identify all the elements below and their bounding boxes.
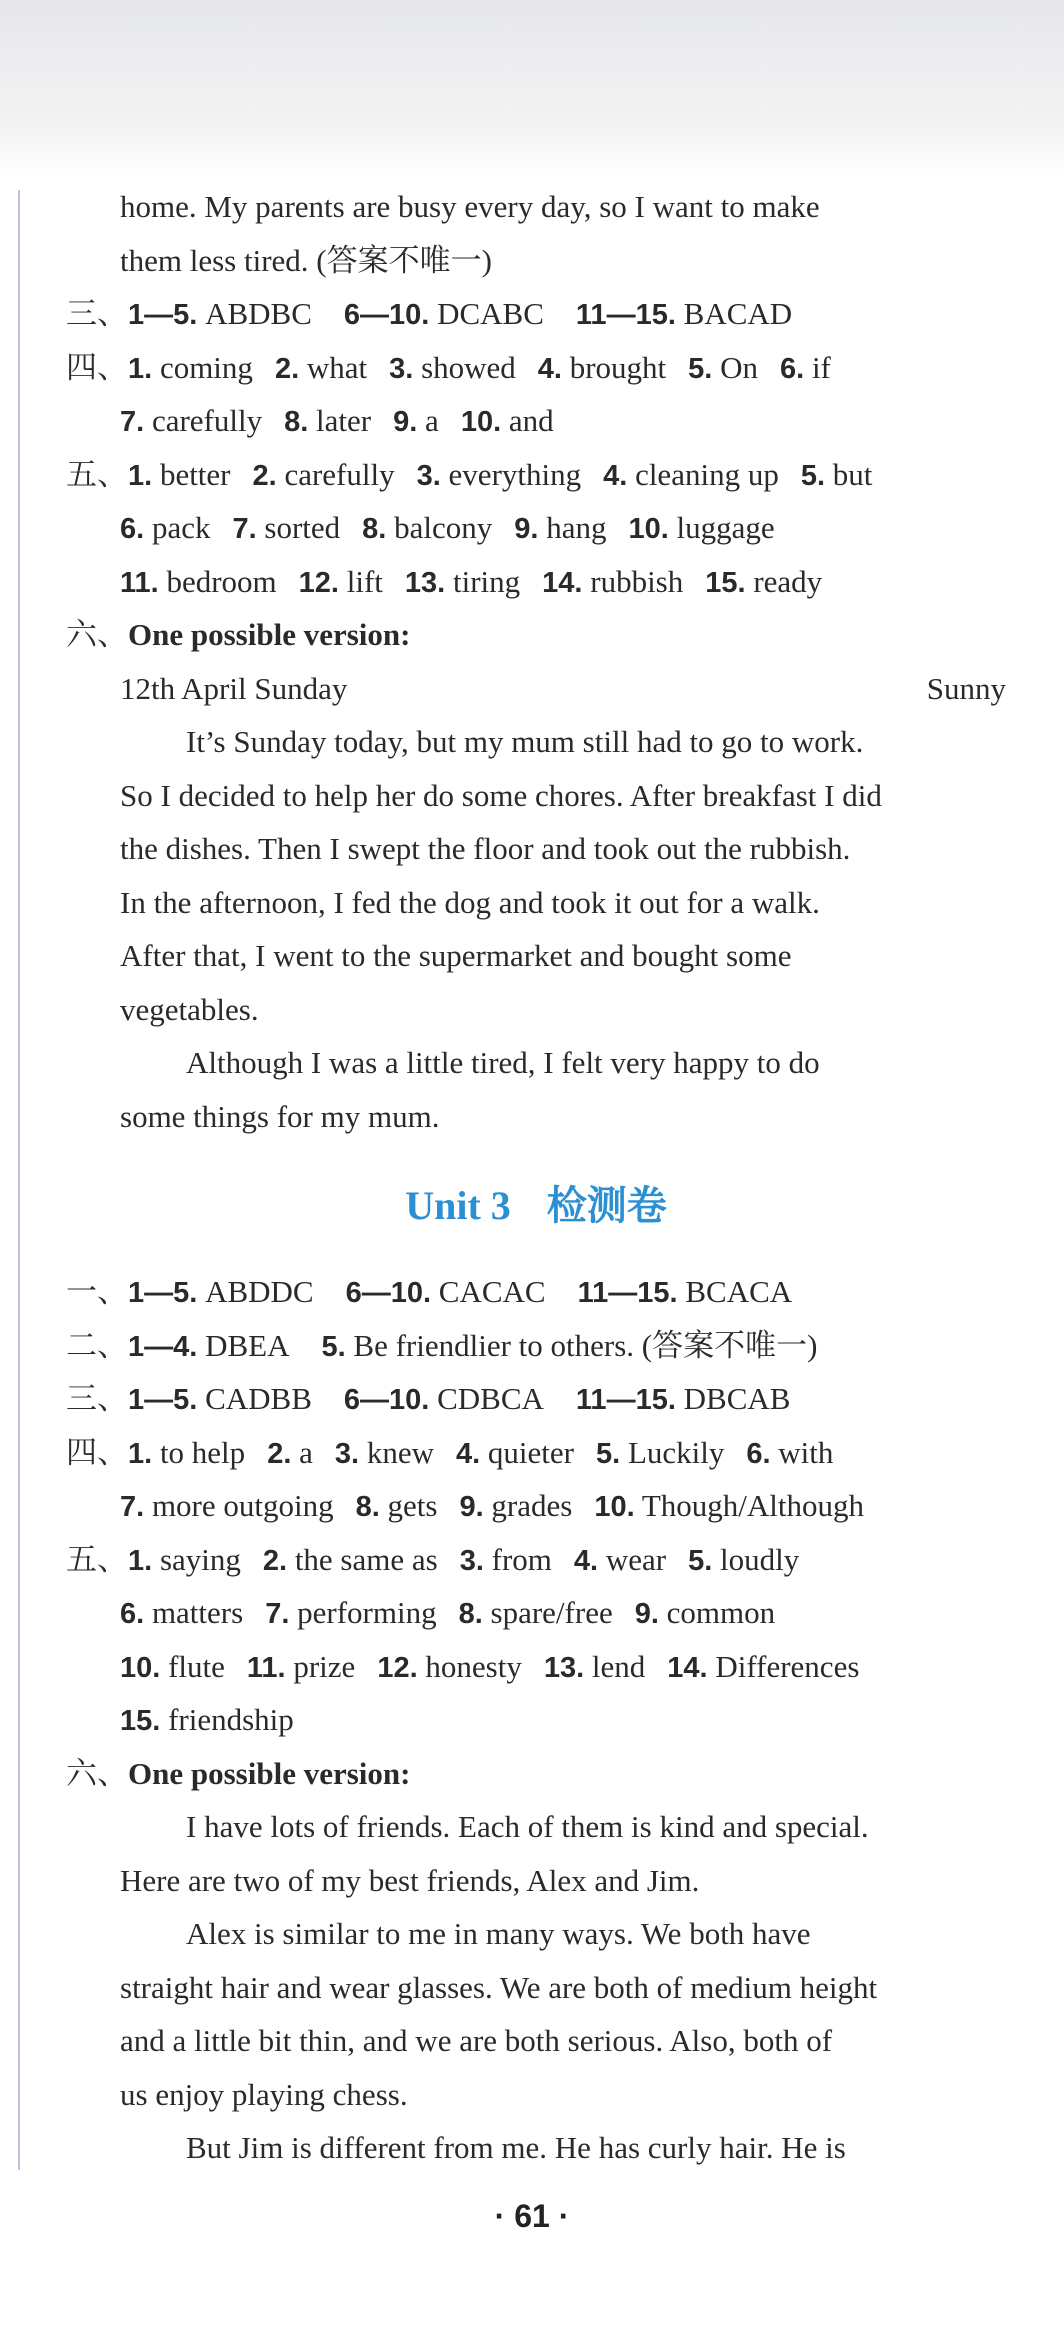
answer: On	[720, 349, 758, 385]
answer-page	[66, 180, 1006, 2175]
answer: quieter	[487, 1434, 574, 1470]
answer: from	[491, 1541, 552, 1577]
essay-line: home. My parents are busy every day, so I want to make	[120, 189, 820, 224]
answer: friendship	[168, 1702, 294, 1737]
answer: gets	[387, 1488, 438, 1523]
unit3-section-6-heading	[66, 1747, 1006, 1801]
answer: spare/free	[490, 1595, 613, 1630]
answer: prize	[293, 1648, 356, 1684]
item-number: 4.	[573, 1544, 599, 1577]
answer: saying	[159, 1541, 241, 1577]
unit3-section-4-answers-cont	[66, 1479, 1006, 1533]
item-number: 1.	[128, 352, 153, 385]
section-5-answers	[66, 448, 1006, 502]
answer: coming	[159, 349, 253, 385]
section-5-answers-cont	[66, 555, 1006, 609]
answer: a	[425, 403, 439, 438]
essay-line: straight hair and wear glasses. We are both of medium height	[120, 1969, 878, 2005]
answer: DBCAB	[683, 1381, 791, 1416]
answer: matters	[151, 1595, 244, 1630]
answer: ready	[753, 563, 823, 599]
diary-weather: Sunny	[926, 670, 1006, 706]
answer: Though/Although	[641, 1488, 865, 1523]
item-number: 2.	[262, 1544, 288, 1577]
essay-line: vegetables.	[120, 991, 259, 1027]
item-number: 11.	[120, 566, 159, 599]
essay-line: I have lots of friends. Each of them is kind and special.	[186, 1809, 869, 1844]
answer: luggage	[676, 510, 775, 545]
item-number: 10.	[628, 513, 669, 545]
answer: a	[299, 1434, 313, 1470]
essay-line: us enjoy playing chess.	[120, 2076, 408, 2112]
answer: rubbish	[590, 563, 684, 599]
unit3-section-4-answers	[66, 1426, 1006, 1480]
answer: more outgoing	[151, 1488, 334, 1523]
item-number: 11.	[246, 1651, 286, 1684]
item-number: 13.	[404, 566, 446, 599]
item-number: 7.	[265, 1598, 290, 1630]
item-number: 7.	[120, 1491, 145, 1523]
item-number: 9.	[634, 1598, 659, 1630]
section-4-answers	[66, 341, 1006, 395]
answer: Luckily	[627, 1434, 725, 1470]
section-marker: 三、	[66, 296, 128, 331]
unit3-section-1-answers	[66, 1265, 1006, 1319]
answer: balcony	[394, 510, 493, 545]
item-number: 10.	[460, 406, 502, 438]
answer: grades	[491, 1488, 573, 1523]
item-number: 9.	[459, 1491, 484, 1523]
essay-line: them less tired. (答案不唯一)	[120, 242, 492, 278]
unit3-section-5-answers-cont	[66, 1586, 1006, 1640]
unit3-section-5-answers-cont	[66, 1693, 1006, 1747]
item-number: 9.	[393, 406, 418, 438]
answer: sorted	[264, 510, 341, 545]
item-number: 4.	[537, 352, 562, 385]
answer: with	[778, 1434, 834, 1470]
item-number: 6—10.	[345, 1277, 432, 1309]
answer: performing	[297, 1595, 437, 1630]
answer: loudly	[720, 1541, 800, 1577]
section-marker: 四、	[66, 1434, 128, 1470]
answer: CADBB	[205, 1381, 312, 1416]
item-number: 12.	[298, 566, 339, 599]
item-number: 1—5.	[128, 299, 198, 331]
diary-header	[66, 662, 1006, 716]
answer: ABDBC	[205, 296, 312, 331]
item-number: 2.	[252, 459, 277, 492]
item-number: 6.	[780, 352, 805, 385]
item-number: 1.	[128, 1544, 153, 1577]
answer: DBEA	[205, 1327, 290, 1363]
answer: what	[306, 349, 368, 385]
answer: CDBCA	[437, 1381, 544, 1416]
item-number: 2.	[267, 1437, 292, 1470]
item-number: 7.	[232, 513, 257, 545]
item-number: 1—5.	[128, 1384, 198, 1416]
answer: and	[508, 403, 554, 438]
answer: later	[316, 403, 372, 438]
answer: if	[811, 349, 831, 385]
item-number: 8.	[362, 513, 387, 545]
page-top-shadow	[0, 0, 1064, 180]
item-number: 4.	[455, 1437, 481, 1470]
unit3-section-5-answers-cont	[66, 1640, 1006, 1694]
answer: ABDDC	[205, 1274, 314, 1309]
item-number: 2.	[274, 352, 300, 385]
unit-title	[66, 1157, 1006, 1255]
section-marker: 五、	[66, 1541, 128, 1577]
answer: hang	[546, 510, 607, 545]
answer: wear	[605, 1541, 667, 1577]
section-marker: 一、	[66, 1274, 128, 1309]
margin-rule	[18, 190, 20, 2170]
answer: lift	[346, 563, 383, 599]
item-number: 12.	[377, 1651, 418, 1684]
item-number: 6.	[120, 513, 145, 545]
item-number: 4.	[603, 459, 628, 492]
section-marker: 六、	[66, 617, 128, 652]
unit3-section-2-answers	[66, 1319, 1006, 1373]
item-number: 5.	[688, 352, 713, 385]
item-number: 3.	[389, 352, 414, 385]
answer: but	[832, 456, 873, 492]
item-number: 11—15.	[575, 1384, 676, 1416]
section-marker: 五、	[66, 456, 128, 492]
item-number: 10.	[594, 1491, 635, 1523]
item-number: 6.	[746, 1437, 771, 1470]
answer: brought	[569, 349, 667, 385]
item-number: 3.	[334, 1437, 360, 1470]
essay-line: and a little bit thin, and we are both serious. Also, both of	[120, 2023, 833, 2058]
item-number: 1—4.	[128, 1330, 198, 1363]
answer: honesty	[425, 1648, 522, 1684]
item-number: 15.	[705, 566, 746, 599]
section-4-answers-cont	[66, 394, 1006, 448]
item-number: 5.	[800, 459, 826, 492]
unit-title-en: Unit 3	[405, 1183, 511, 1228]
item-number: 11—15.	[575, 299, 676, 331]
answer: DCABC	[437, 296, 544, 331]
item-number: 8.	[458, 1598, 483, 1630]
answer: the same as	[294, 1541, 438, 1577]
item-number: 5.	[596, 1437, 621, 1470]
section-3-answers	[66, 287, 1006, 341]
answer: bedroom	[166, 563, 277, 599]
section-marker: 三、	[66, 1381, 128, 1416]
item-number: 1.	[128, 1437, 153, 1470]
answer: pack	[151, 510, 211, 545]
answer: everything	[448, 456, 582, 492]
item-number: 14.	[667, 1651, 708, 1684]
essay-line: some things for my mum.	[120, 1098, 440, 1134]
answer: carefully	[284, 456, 395, 492]
section-6-heading	[66, 608, 1006, 662]
item-number: 15.	[120, 1705, 161, 1737]
item-number: 3.	[459, 1544, 484, 1577]
page-number: · 61 ·	[494, 2198, 570, 2234]
item-number: 13.	[543, 1651, 585, 1684]
item-number: 6—10.	[343, 1384, 430, 1416]
answer: better	[159, 456, 231, 492]
essay-line: Although I was a little tired, I felt very happy to do	[186, 1045, 820, 1080]
item-number: 7.	[120, 406, 145, 438]
answer: CACAC	[438, 1274, 546, 1309]
unit-title-cn: 检测卷	[546, 1183, 667, 1228]
essay-line: Alex is similar to me in many ways. We both have	[186, 1916, 811, 1951]
essay-line: In the afternoon, I fed the dog and took it out for a walk.	[120, 884, 820, 920]
answer: knew	[366, 1434, 434, 1470]
item-number: 5.	[321, 1330, 346, 1363]
answer: cleaning up	[635, 456, 779, 492]
answer: carefully	[151, 403, 263, 438]
section-marker: 四、	[66, 349, 128, 385]
essay-line: But Jim is different from me. He has curly hair. He is	[186, 2130, 846, 2165]
essay-line: the dishes. Then I swept the floor and took out the rubbish.	[120, 831, 851, 866]
version-heading: One possible version:	[128, 617, 411, 652]
answer: common	[666, 1595, 776, 1630]
unit3-section-3-answers	[66, 1372, 1006, 1426]
item-number: 8.	[355, 1491, 380, 1523]
item-number: 3.	[416, 459, 441, 492]
answer: BCACA	[685, 1274, 793, 1309]
answer: BACAD	[683, 296, 793, 331]
answer: Differences	[715, 1648, 860, 1684]
essay-line: It’s Sunday today, but my mum still had to go to work.	[186, 724, 864, 759]
section-marker: 二、	[66, 1327, 128, 1363]
item-number: 1.	[128, 459, 153, 492]
answer: tiring	[453, 563, 521, 599]
item-number: 6.	[120, 1598, 145, 1630]
answer: to help	[159, 1434, 246, 1470]
section-5-answers-cont	[66, 501, 1006, 555]
essay-line: So I decided to help her do some chores. After breakfast I did	[120, 777, 882, 813]
answer: lend	[591, 1648, 646, 1684]
item-number: 1—5.	[128, 1277, 198, 1309]
answer: showed	[421, 349, 516, 385]
item-number: 9.	[514, 513, 539, 545]
diary-date: 12th April Sunday	[120, 670, 348, 706]
essay-line: Here are two of my best friends, Alex and Jim.	[120, 1862, 700, 1898]
essay-line: After that, I went to the supermarket and bought some	[120, 938, 792, 973]
item-number: 10.	[120, 1651, 161, 1684]
unit3-section-5-answers	[66, 1533, 1006, 1587]
item-number: 5.	[688, 1544, 713, 1577]
answer: Be friendlier to others. (答案不唯一)	[353, 1327, 818, 1363]
item-number: 14.	[542, 566, 583, 599]
item-number: 6—10.	[343, 299, 430, 331]
version-heading: One possible version:	[128, 1755, 411, 1791]
item-number: 11—15.	[577, 1277, 678, 1309]
section-marker: 六、	[66, 1755, 128, 1791]
answer: flute	[168, 1648, 225, 1684]
item-number: 8.	[284, 406, 309, 438]
